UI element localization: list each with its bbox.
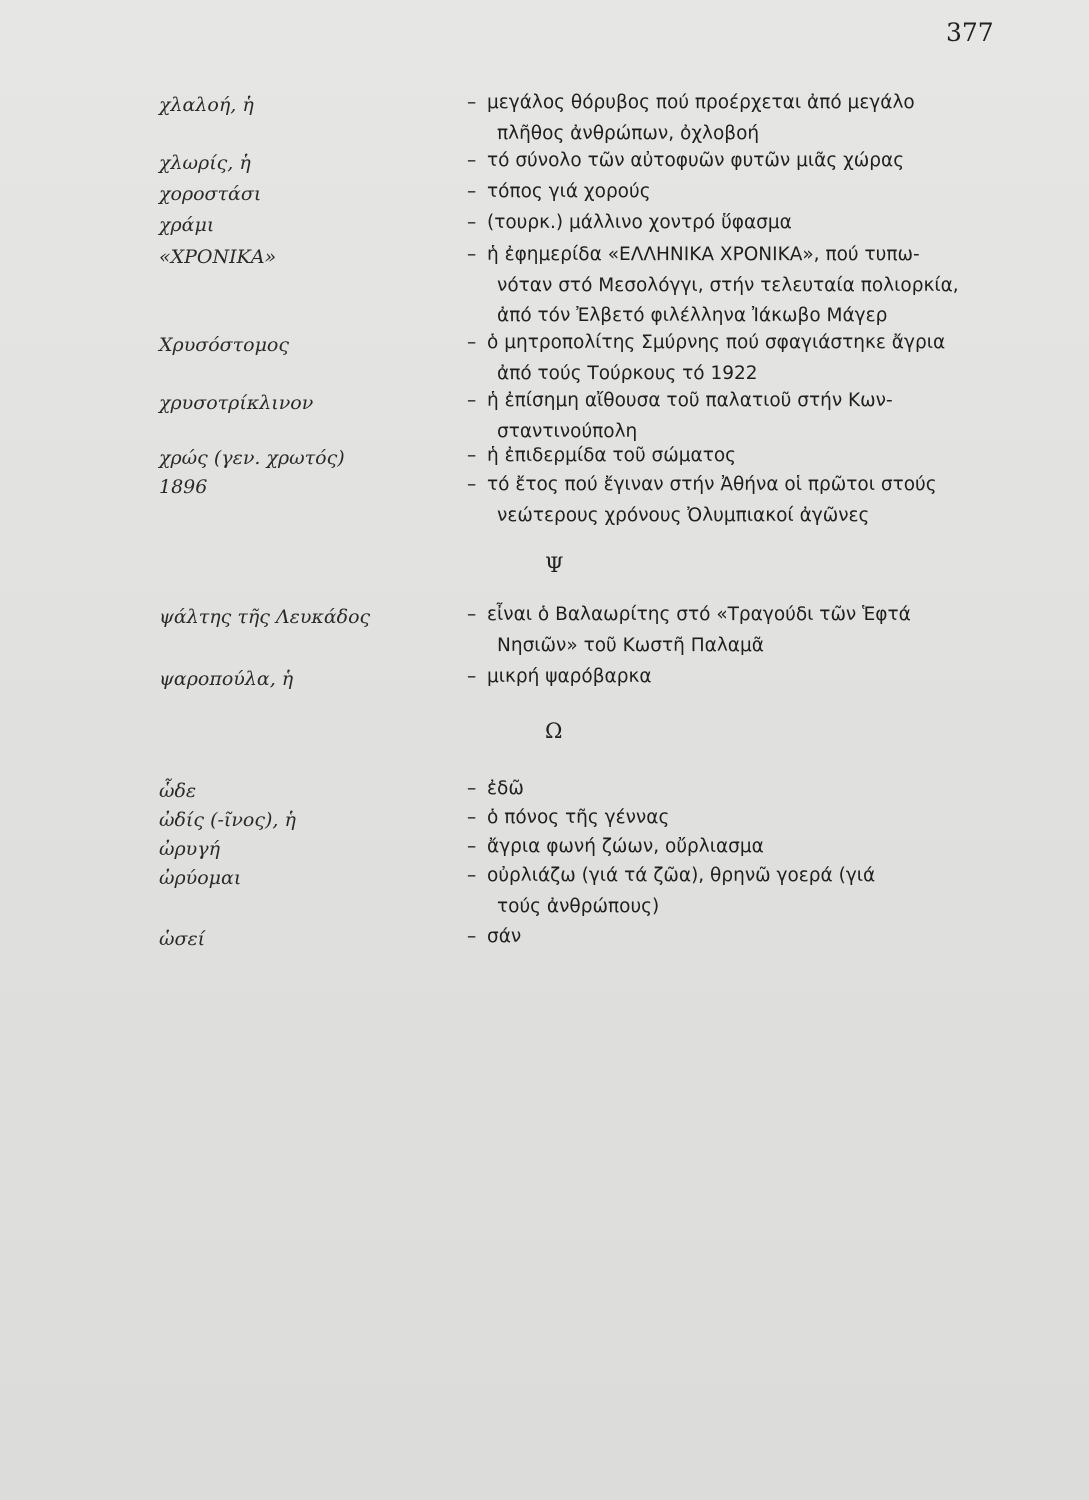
entry-term: ψάλτης τῆς Λευκάδος bbox=[159, 606, 371, 628]
entry-term: «ΧΡΟΝΙΚΑ» bbox=[159, 246, 277, 268]
dash-mark: – bbox=[467, 445, 477, 466]
entry-definition bbox=[467, 470, 1007, 531]
definition-line: νεώτερους χρόνους Ὀλυμπιακοί ἀγῶνες bbox=[497, 504, 870, 526]
entry-term: ὠδίς (-ῖνος), ἡ bbox=[159, 809, 296, 831]
entry-term: χρυσοτρίκλινον bbox=[159, 392, 314, 414]
definition-line: – ὁ πόνος τῆς γέννας bbox=[467, 803, 1007, 834]
entry-term: χλωρίς, ἡ bbox=[159, 152, 251, 174]
definition-line: – ὁ μητροπολίτης Σμύρνης πού σφαγιάστηκε ἄγρια bbox=[467, 328, 1007, 359]
section-letter: Ψ bbox=[545, 553, 564, 577]
definition-line: – ἡ ἐφημερίδα «ΕΛΛΗΝΙΚΑ ΧΡΟΝΙΚΑ», πού τυπω- bbox=[467, 240, 1007, 271]
dash-mark: – bbox=[467, 666, 477, 687]
definition-line: – σάν bbox=[467, 922, 1007, 953]
definition-line: – ἡ ἐπίσημη αἴθουσα τοῦ παλατιοῦ στήν Κων- bbox=[467, 386, 1007, 417]
entry-term: χλαλοή, ἡ bbox=[159, 94, 254, 116]
entry-term: ὠρύομαι bbox=[159, 867, 242, 889]
entry-definition bbox=[467, 861, 1007, 922]
definition-line: – οὐρλιάζω (γιά τά ζῶα), θρηνῶ γοερά (γιά bbox=[467, 861, 1007, 892]
entry-definition bbox=[467, 208, 1007, 239]
entry-definition bbox=[467, 803, 1007, 834]
dash-mark: – bbox=[467, 865, 477, 886]
entry-definition bbox=[467, 328, 1007, 389]
dash-mark: – bbox=[467, 474, 477, 495]
entry-definition bbox=[467, 832, 1007, 863]
dash-mark: – bbox=[467, 836, 477, 857]
dash-mark: – bbox=[467, 390, 477, 411]
dash-mark: – bbox=[467, 604, 477, 625]
entry-term: ψαροπούλα, ἡ bbox=[159, 668, 294, 690]
entry-term: ὠρυγή bbox=[159, 838, 220, 860]
section-letter: Ω bbox=[545, 719, 563, 743]
dash-mark: – bbox=[467, 332, 477, 353]
definition-line: – τό σύνολο τῶν αὐτοφυῶν φυτῶν μιᾶς χώρας bbox=[467, 146, 1007, 177]
entry-definition bbox=[467, 88, 1007, 149]
definition-line: – εἶναι ὁ Βαλαωρίτης στό «Τραγούδι τῶν Ἑφτά bbox=[467, 600, 1007, 631]
entry-definition bbox=[467, 600, 1007, 661]
definition-line: σταντινούπολη bbox=[497, 420, 638, 442]
definition-line: – μεγάλος θόρυβος πού προέρχεται ἀπό μεγάλο bbox=[467, 88, 1007, 119]
entry-term: χοροστάσι bbox=[159, 183, 262, 205]
entry-term: Χρυσόστομος bbox=[159, 334, 290, 356]
entry-term: χρώς (γεν. χρωτός) bbox=[159, 447, 345, 469]
dash-mark: – bbox=[467, 926, 477, 947]
entry-definition bbox=[467, 441, 1007, 472]
entry-definition bbox=[467, 922, 1007, 953]
dash-mark: – bbox=[467, 212, 477, 233]
definition-line: – ἄγρια φωνή ζώων, οὔρλιασμα bbox=[467, 832, 1007, 863]
definition-line: – (τουρκ.) μάλλινο χοντρό ὕφασμα bbox=[467, 208, 1007, 239]
dash-mark: – bbox=[467, 181, 477, 202]
entry-definition bbox=[467, 774, 1007, 805]
page-number: 377 bbox=[946, 18, 994, 47]
definition-line: νόταν στό Μεσολόγγι, στήν τελευταία πολιορκία, bbox=[497, 274, 959, 296]
definition-line: – τόπος γιά χορούς bbox=[467, 177, 1007, 208]
definition-line: ἀπό τόν Ἐλβετό φιλέλληνα Ἰάκωβο Μάγερ bbox=[497, 305, 888, 326]
definition-line: – μικρή ψαρόβαρκα bbox=[467, 662, 1007, 693]
entry-term: ὧδε bbox=[159, 780, 197, 802]
entry-term: χράμι bbox=[159, 214, 215, 236]
dash-mark: – bbox=[467, 92, 477, 113]
dash-mark: – bbox=[467, 807, 477, 828]
entry-definition bbox=[467, 386, 1007, 447]
entry-term: 1896 bbox=[159, 476, 208, 498]
entry-definition bbox=[467, 177, 1007, 208]
definition-line: πλῆθος ἀνθρώπων, ὀχλοβοή bbox=[497, 122, 760, 144]
definition-line: – ἐδῶ bbox=[467, 774, 1007, 805]
definition-line: – ἡ ἐπιδερμίδα τοῦ σώματος bbox=[467, 441, 1007, 472]
dash-mark: – bbox=[467, 244, 477, 265]
definition-line: – τό ἔτος πού ἔγιναν στήν Ἀθήνα οἱ πρῶτοι στούς bbox=[467, 470, 1007, 501]
dash-mark: – bbox=[467, 150, 477, 171]
entry-definition bbox=[467, 146, 1007, 177]
definition-line: Νησιῶν» τοῦ Κωστῆ Παλαμᾶ bbox=[497, 634, 764, 656]
definition-line: τούς ἀνθρώπους) bbox=[497, 895, 660, 917]
entry-definition bbox=[467, 662, 1007, 693]
entry-definition bbox=[467, 240, 1007, 332]
entry-term: ὡσεί bbox=[159, 928, 206, 950]
dash-mark: – bbox=[467, 778, 477, 799]
definition-line: ἀπό τούς Τούρκους τό 1922 bbox=[497, 362, 758, 384]
